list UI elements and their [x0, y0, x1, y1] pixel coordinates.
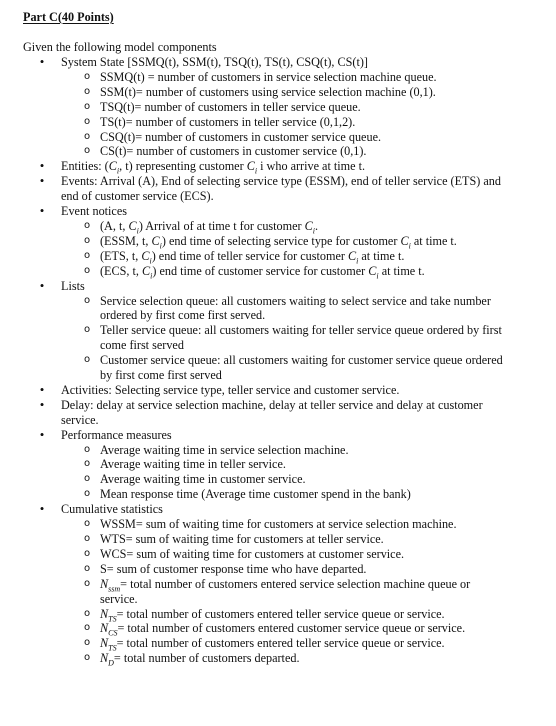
customer-symbol: $C_i$: [246, 159, 258, 176]
circle-bullet-icon: o: [83, 622, 91, 634]
intro-text: Given the following model components: [23, 40, 217, 54]
state-var-text: TSQ(t)= number of customers in teller service queue.: [100, 99, 361, 114]
entities-prefix: Entities: (: [61, 159, 109, 174]
model-components-list: [0, 55, 556, 666]
circle-bullet-icon: o: [83, 443, 91, 455]
circle-bullet-icon: o: [83, 533, 91, 544]
list-item-lists: [0, 279, 556, 383]
queue-description: Service selection queue: all customers waiting to select service and take number ordered by first come first served.: [100, 293, 491, 323]
circle-bullet-icon: o: [83, 577, 91, 589]
statistic-text: = total number of customers entered service selection machine queue or service.: [100, 576, 471, 606]
statistic-text: = total number of customers entered teller service queue or service.: [116, 606, 445, 621]
circle-bullet-icon: o: [83, 518, 91, 530]
bullet-icon: •: [39, 381, 45, 397]
circle-bullet-icon: o: [83, 234, 91, 246]
circle-bullet-icon: o: [83, 607, 91, 619]
sublist-item: o (ESSM, t, $C_i$) end time of selecting service type for customer $C_i$ at time t.: [83, 233, 457, 251]
circle-bullet-icon: o: [83, 652, 91, 664]
customer-symbol: $C_i$: [304, 218, 316, 236]
sublist-item: [0, 70, 506, 85]
sublist-item: [0, 85, 506, 100]
system-state-label: System State [SSMQ(t), SSM(t), TSQ(t), TS(t), CSQ(t), CS(t)]: [61, 55, 368, 69]
sublist-item: [0, 353, 506, 383]
circle-bullet-icon: o: [83, 488, 91, 500]
sublist-item: [0, 607, 506, 622]
list-item-activities: [0, 383, 556, 398]
sublist-item: [0, 621, 506, 636]
sublist-item: [0, 547, 506, 562]
state-var-text: CS(t)= number of customers in customer service (0,1).: [100, 144, 367, 159]
lists-sublist: [61, 294, 506, 383]
sublist-item: [0, 532, 506, 547]
statistic-text: WTS= sum of waiting time for customers at teller service.: [100, 532, 384, 546]
count-symbol: $N_{TS}$: [100, 606, 117, 623]
count-symbol: $N_{ssm}$: [100, 576, 121, 594]
circle-bullet-icon: o: [83, 264, 91, 276]
circle-bullet-icon: o: [83, 145, 91, 157]
bullet-icon: •: [39, 426, 45, 442]
list-item-event-notices: [0, 204, 556, 279]
queue-description: Teller service queue: all customers waiting for teller service queue ordered by first come first served: [100, 323, 502, 353]
sublist-item: [0, 130, 506, 145]
delay-text: Delay: delay at service selection machine, delay at teller service and delay at customer service.: [61, 397, 483, 427]
activities-text: Activities: Selecting service type, teller service and customer service.: [61, 382, 400, 397]
circle-bullet-icon: o: [83, 354, 91, 366]
sublist-item: [0, 323, 506, 353]
customer-symbol: $C_i$: [151, 233, 162, 251]
sublist-item: [0, 577, 506, 607]
performance-label: Performance measures: [61, 427, 172, 442]
sublist-item: [0, 651, 506, 666]
measure-text: Average waiting time in customer service.: [100, 472, 306, 487]
circle-bullet-icon: o: [83, 324, 91, 336]
entities-mid: , t) representing customer: [119, 159, 247, 174]
customer-symbol: $C_i$: [368, 263, 379, 281]
sublist-item: [0, 144, 506, 159]
customer-symbol: $C_i$: [141, 248, 152, 266]
statistic-text: WSSM= sum of waiting time for customers at service selection machine.: [100, 517, 457, 532]
list-item-delay: [0, 398, 556, 428]
circle-bullet-icon: o: [83, 70, 91, 82]
circle-bullet-icon: o: [83, 115, 91, 127]
customer-symbol: $C_i$: [128, 218, 139, 236]
sublist-item: o (ECS, t, $C_i$) end time of customer service for customer $C_i$ at time t.: [83, 263, 425, 281]
circle-bullet-icon: o: [83, 562, 91, 574]
sublist-item: [0, 517, 506, 532]
statistic-text: = total number of customers entered teller service queue or service.: [116, 636, 445, 651]
customer-symbol: $C_i$: [347, 248, 359, 266]
lists-label: Lists: [61, 278, 85, 293]
sublist-item: [0, 294, 506, 324]
state-var-text: SSMQ(t) = number of customers in service selection machine queue.: [100, 69, 437, 84]
sublist-item: [0, 636, 506, 651]
statistic-text: S= sum of customer response time who have departed.: [100, 561, 367, 576]
circle-bullet-icon: o: [83, 100, 91, 112]
event-notices-label: Event notices: [61, 204, 127, 219]
sublist-item: o (A, t, $C_i$) Arrival of at time t for customer $C_i$.: [83, 218, 319, 236]
customer-symbol: $C_i$: [108, 159, 120, 176]
circle-bullet-icon: o: [83, 458, 91, 470]
bullet-icon: •: [39, 158, 45, 174]
cumulative-sublist: [61, 517, 506, 666]
circle-bullet-icon: o: [83, 547, 91, 559]
statistic-text: WCS= sum of waiting time for customers at customer service.: [100, 546, 405, 561]
list-item-events: [0, 174, 556, 204]
cumulative-label: Cumulative statistics: [61, 502, 163, 517]
bullet-icon: •: [39, 173, 45, 189]
bullet-icon: •: [39, 54, 45, 69]
performance-sublist: [61, 443, 506, 503]
bullet-icon: •: [39, 277, 45, 293]
part-heading: Part C(40 Points): [23, 10, 114, 24]
customer-symbol: $C_i$: [141, 263, 153, 281]
bullet-icon: •: [39, 501, 45, 517]
sublist-item: [0, 457, 506, 472]
state-var-text: CSQ(t)= number of customers in customer service queue.: [100, 129, 382, 144]
measure-text: Average waiting time in teller service.: [100, 457, 286, 472]
state-var-text: TS(t)= number of customers in teller service (0,1,2).: [100, 114, 356, 129]
sublist-item: [0, 115, 506, 130]
events-text: Events: Arrival (A), End of selecting service type (ESSM), end of teller service (ETS) and end of customer service (ECS).: [61, 174, 501, 204]
circle-bullet-icon: o: [83, 85, 91, 97]
event-notices-sublist: [61, 219, 506, 279]
list-item-system-state: [0, 55, 556, 159]
circle-bullet-icon: o: [83, 219, 91, 231]
count-symbol: $N_{CS}$: [100, 621, 118, 638]
list-item-cumulative: [0, 502, 556, 666]
list-item-performance: [0, 428, 556, 503]
queue-description: Customer service queue: all customers waiting for customer service queue ordered by first come first served: [100, 353, 503, 383]
bullet-icon: •: [39, 203, 45, 219]
sublist-item: [0, 100, 506, 115]
statistic-text: = total number of customers departed.: [113, 651, 300, 666]
measure-text: Average waiting time in service selection machine.: [100, 442, 349, 457]
entities-suffix: i who arrive at time t.: [257, 159, 366, 174]
measure-text: Mean response time (Average time customer spend in the bank): [100, 487, 411, 502]
circle-bullet-icon: o: [83, 130, 91, 142]
circle-bullet-icon: o: [83, 249, 91, 261]
sublist-item: [0, 562, 506, 577]
circle-bullet-icon: o: [83, 637, 91, 649]
sublist-item: [0, 443, 506, 458]
sublist-item: o (ETS, t, $C_i$) end time of teller service for customer $C_i$ at time t.: [83, 248, 405, 266]
circle-bullet-icon: o: [83, 473, 91, 485]
circle-bullet-icon: o: [83, 294, 91, 306]
state-var-text: SSM(t)= number of customers using service selection machine (0,1).: [100, 84, 436, 99]
list-item-entities: [0, 159, 556, 174]
count-symbol: $N_D$: [100, 651, 114, 668]
top-level-list: [0, 55, 556, 666]
count-symbol: $N_{TS}$: [100, 636, 117, 653]
statistic-text: = total number of customers entered customer service queue or service.: [117, 621, 466, 636]
customer-symbol: $C_i$: [400, 233, 411, 251]
bullet-icon: •: [39, 396, 45, 412]
sublist-item: [0, 487, 506, 502]
system-state-sublist: [61, 70, 506, 159]
sublist-item: [0, 472, 506, 487]
